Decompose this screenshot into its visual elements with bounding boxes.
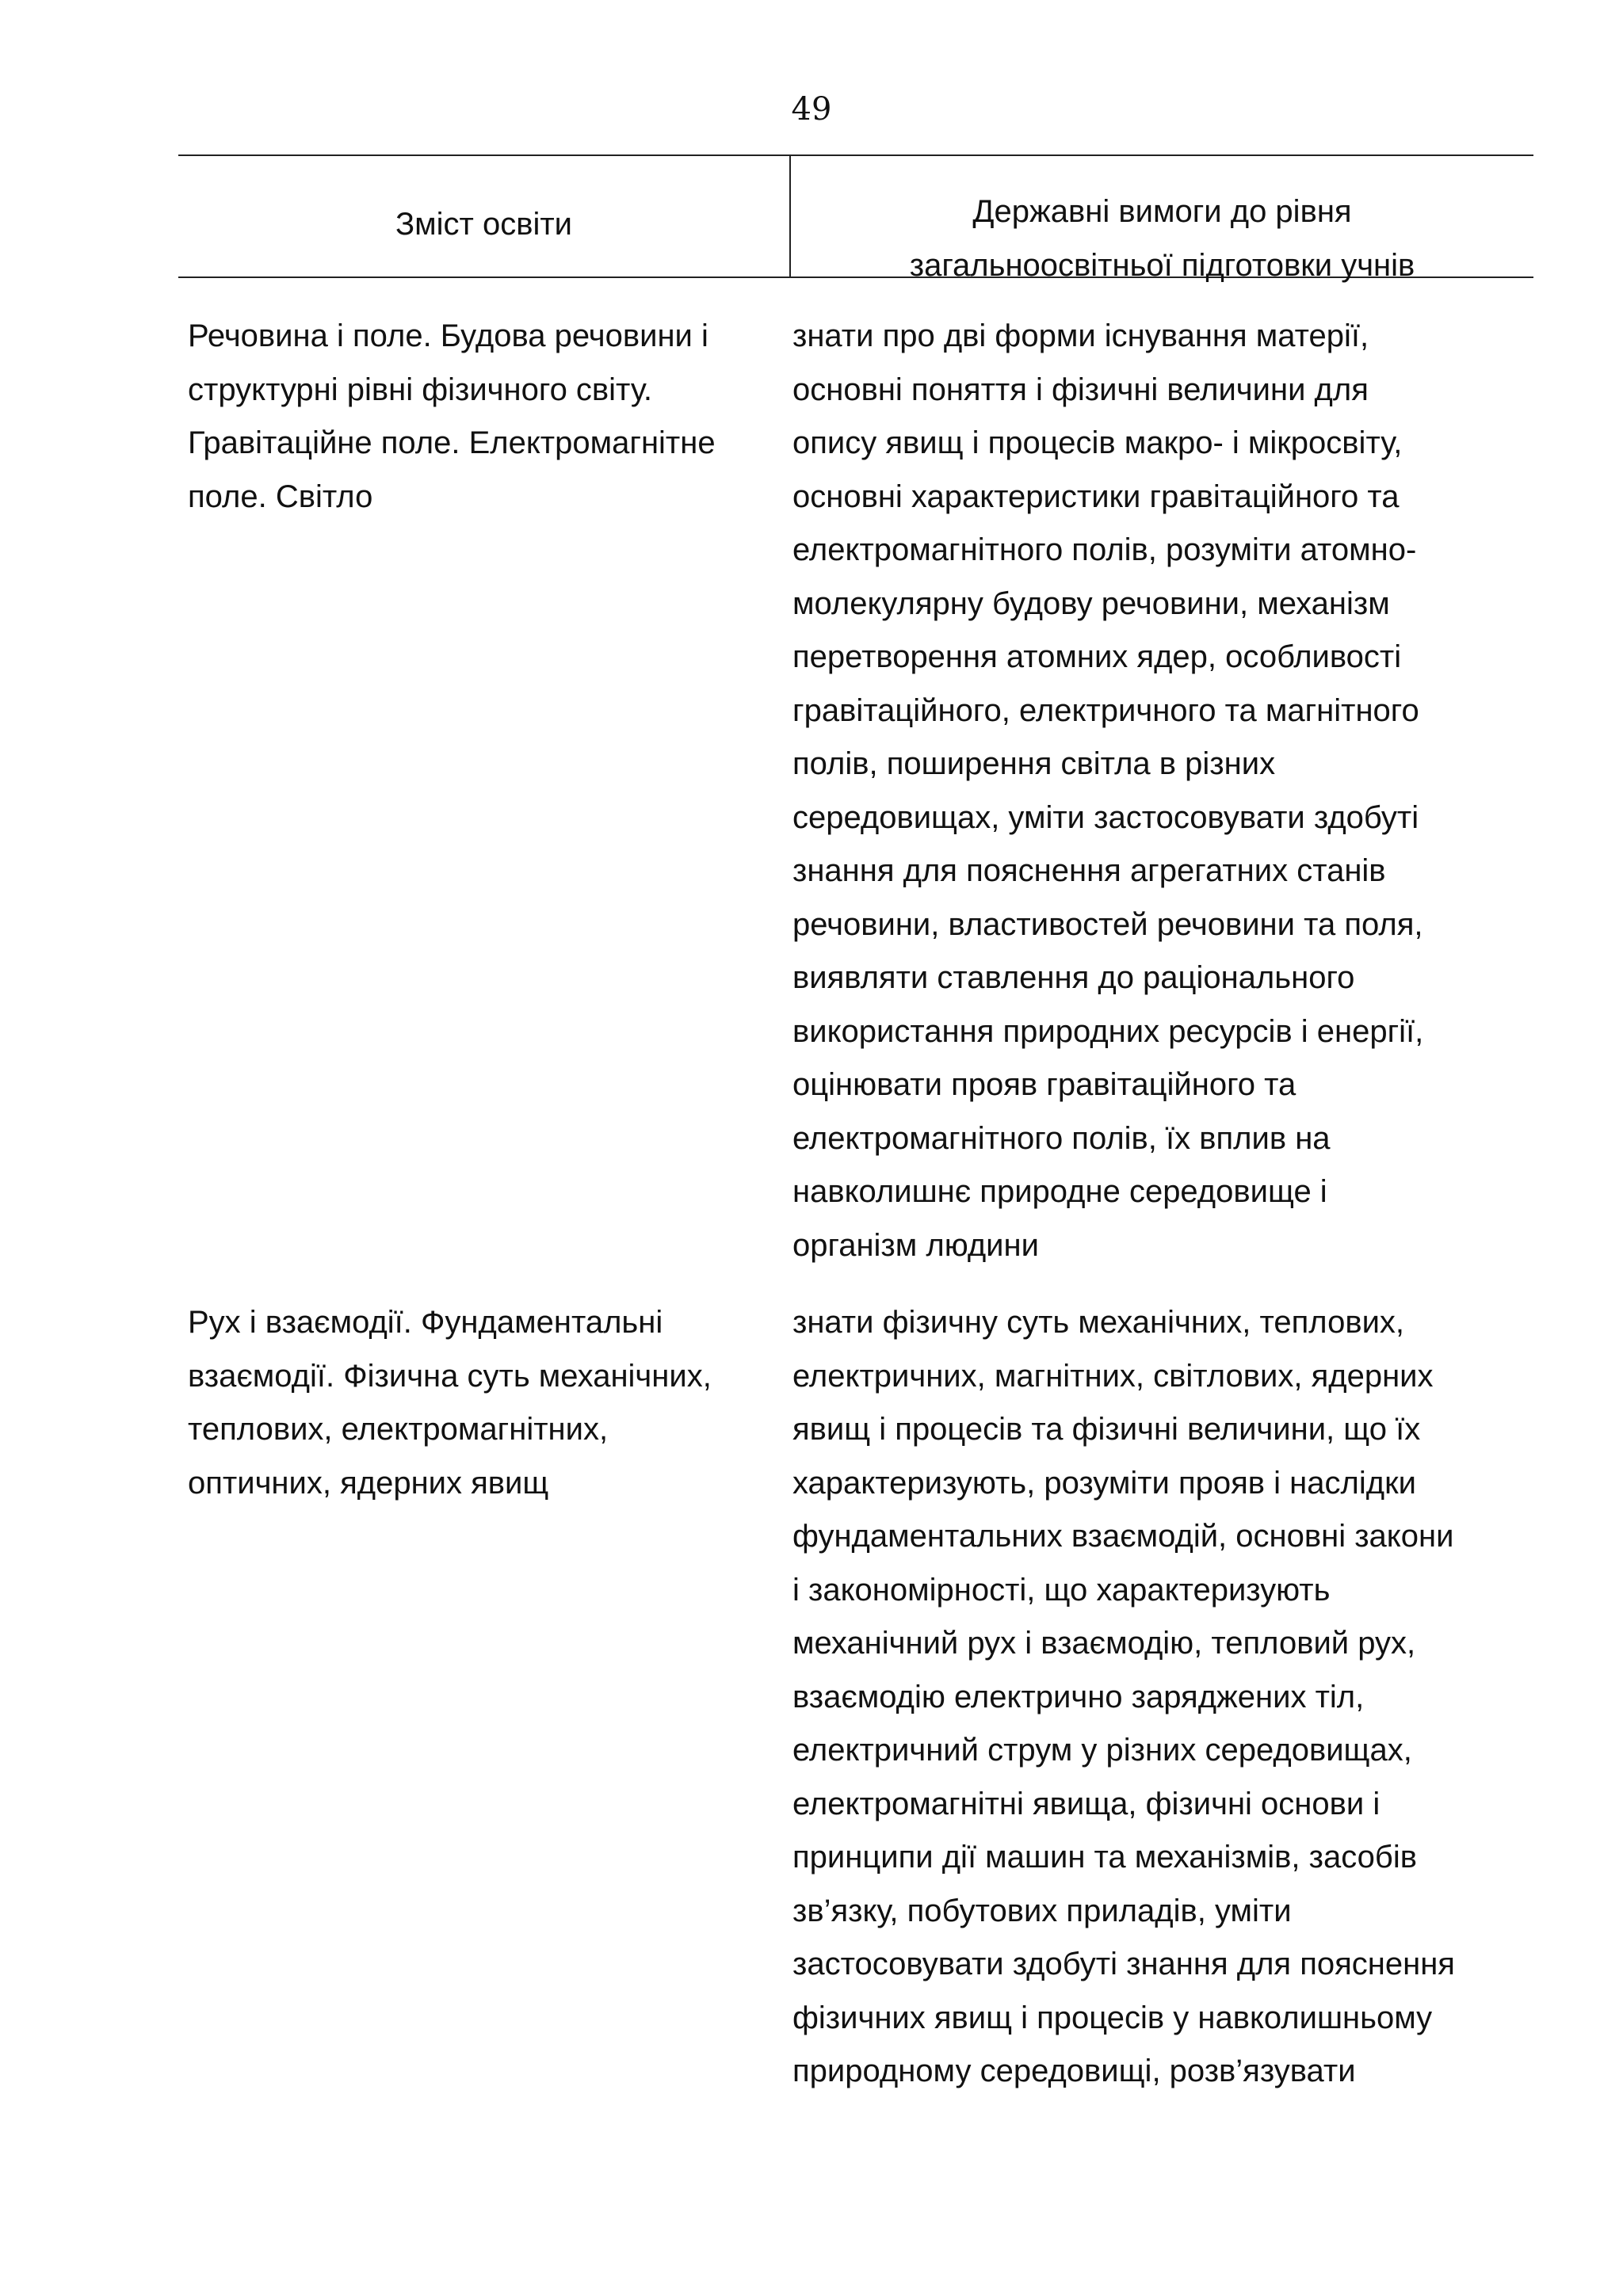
header-cell-requirements bbox=[791, 185, 1533, 292]
header-requirements-line-2: загальноосвітньої підготовки учнів bbox=[909, 248, 1415, 283]
page-number: 49 bbox=[791, 91, 832, 128]
requirements-cell: знати фізичну суть механічних, теплових, електричних, магнітних, світлових, ядерних явищ і процесів та фізичні величини, що їх характеризують, розуміти прояв і наслідки фундаментальних взаємодій, основні закони і закономірності, що характеризують механічний рух і взаємодію, тепловий рух, взаємодію електрично заряджених тіл, електричний струм у різних середовищах, електромагнітні явища, фізичні основи і принципи дії машин та механізмів, засобів зв’язку, побутових приладів, уміти застосовувати здобуті знання для пояснення фізичних явищ і процесів у навколишньому природному середовищі, розв’язувати bbox=[792, 1305, 1455, 2088]
header-requirements-line-1: Державні вимоги до рівня bbox=[972, 194, 1352, 229]
content-cell: Речовина і поле. Будова речовини і структурні рівні фізичного світу. Гравітаційне поле. Електромагнітне поле. Світло bbox=[188, 318, 716, 514]
standards-table bbox=[178, 154, 1533, 2099]
content-cell: Рух і взаємодії. Фундаментальні взаємодії. Фізична суть механічних, теплових, електромагнітних, оптичних, ядерних явищ bbox=[188, 1305, 712, 1501]
requirements-cell: знати про дві форми існування матерії, основні поняття і фізичні величини для опису явищ і процесів макро- і мікросвіту, основні характеристики гравітаційного та електромагнітного полів, розуміти атомно- молекулярну будову речовини, механізм перетворення атомних ядер, особливості гравітаційного, електричного та магнітного полів, поширення світла в різних середовищах, уміти застосовувати здобуті знання для пояснення агрегатних станів речовини, властивостей речовини та поля, виявляти ставлення до раціонального використання природних ресурсів і енергії, оцінювати прояв гравітаційного та електромагнітного полів, їх вплив на навколишнє природне середовище і організм людини bbox=[792, 318, 1424, 1263]
header-cell-content bbox=[178, 156, 789, 277]
table-row bbox=[178, 310, 1533, 1272]
table-row bbox=[178, 1296, 1533, 2099]
header-content-label: Зміст освіти bbox=[395, 207, 573, 242]
table-header bbox=[178, 154, 1533, 283]
